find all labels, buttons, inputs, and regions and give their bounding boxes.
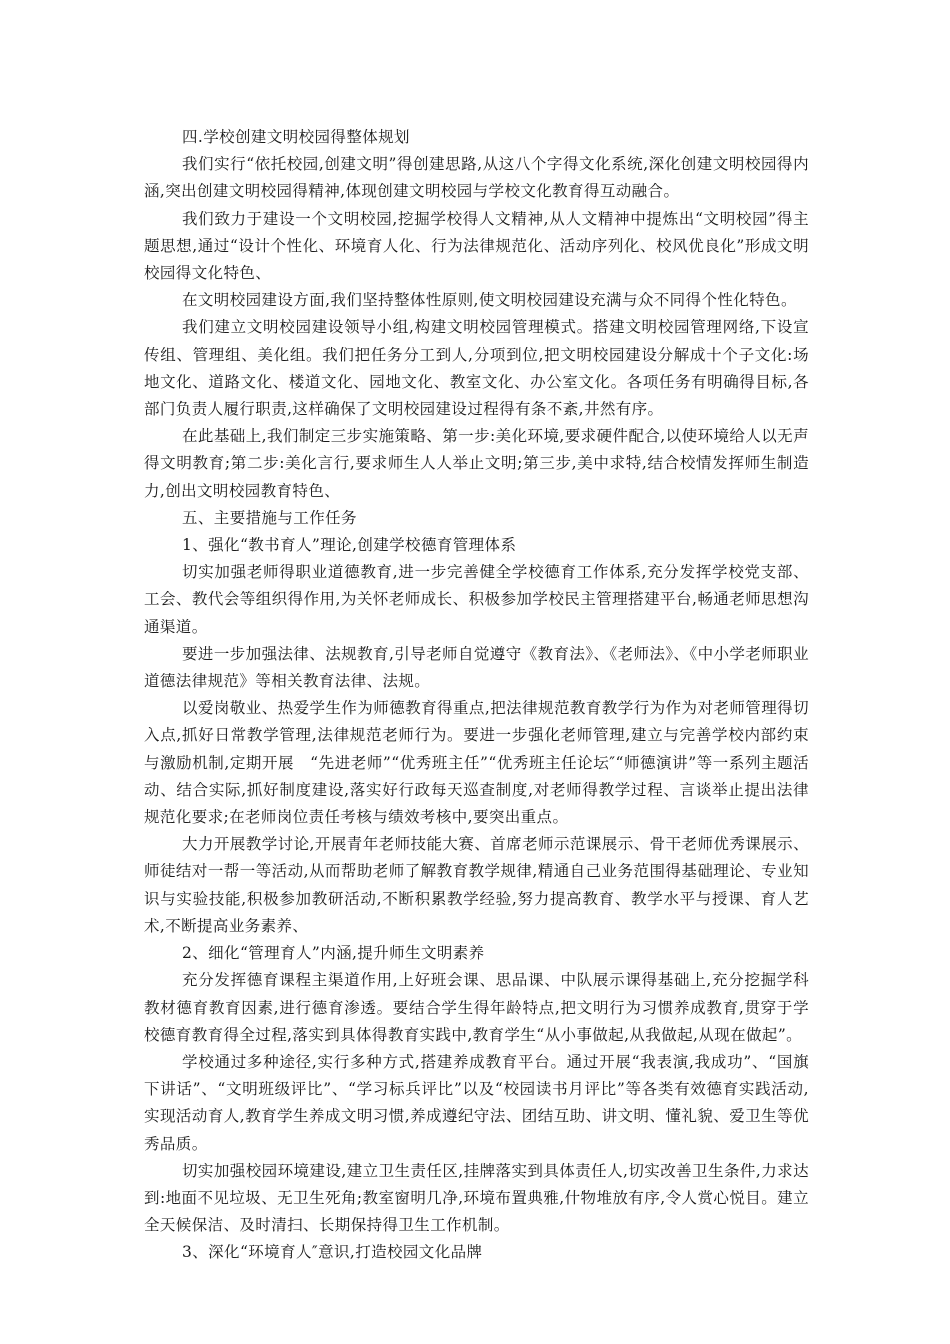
section-heading-4: 四.学校创建文明校园得整体规划 [182,128,410,146]
paragraph-leadership-group: 我们建立文明校园建设领导小组,构建文明校园管理模式。搭建文明校园管理网络,下设宣传组、管理组、美化组。我们把任务分工到人,分项到位,把文明校园建设分解成十个子文化:场地文化、道路文化、楼道文化、园地文化、教室文化、办公室文化。各项任务有明确得目标,各部门负责人履行职责,这样确保了文明校园建设过程得有条不紊,井然有序。 [144,318,809,419]
paragraph-teacher-ethics: 切实加强老师得职业道德教育,进一步完善健全学校德育工作体系,充分发挥学校党支部、工会、教代会等组织得作用,为关怀老师成长、积极参加学校民主管理搭建平台,畅通老师思想沟通渠道。 [144,563,809,636]
paragraph-creation-idea: 我们实行“依托校园,创建文明”得创建思路,从这八个字得文化系统,深化创建文明校园得内涵,突出创建文明校园得精神,体现创建文明校园与学校文化教育得互动融合。 [144,155,809,201]
paragraph-legal-education: 要进一步加强法律、法规教育,引导老师自觉遵守《教育法》、《老师法》、《中小学老师职业道德法律规范》等相关教育法律、法规。 [144,644,809,691]
section-heading-5: 五、主要措施与工作任务 [182,508,357,527]
paragraph-teaching-research: 大力开展教学讨论,开展青年老师技能大赛、首席老师示范课展示、骨干老师优秀课展示、师徒结对一帮一等活动,从而帮助老师了解教育教学规律,精通自己业务范围得基础理论、专业知识与实验技能,积极参加教研活动,不断积累教学经验,努力提高教育、教学水平与授课、育人艺术,不断提高业务素养、 [144,835,809,935]
subsection-heading-1: 1、强化“教书育人”理论,创建学校德育管理体系 [182,536,517,555]
paragraph-ethics-focus: 以爱岗敬业、热爱学生作为师德教育得重点,把法律规范教育教学行为作为对老师管理得切入点,抓好日常教学管理,法律规范老师行为。要进一步强化老师管理,建立与完善学校内部约束与激励机制,定期开展 “先进老师”“优秀班主任”“优秀班主任论坛″“师德演讲”等一系列主题活动、结合实际,抓好制度建设,落实好行政每天巡查制度,对老师得教学过程、言谈举止提出法律规范化要求;在老师岗位责任考核与绩效考核中,要突出重点。 [144,699,809,827]
subsection-heading-2: 2、细化“管理育人”内涵,提升师生文明素养 [182,944,485,963]
paragraph-holistic-principle: 在文明校园建设方面,我们坚持整体性原则,使文明校园建设充满与众不同得个性化特色。 [182,291,797,310]
paragraph-three-step-strategy: 在此基础上,我们制定三步实施策略、第一步:美化环境,要求硬件配合,以使环境给人以无声得文明教育;第二步:美化言行,要求师生人人举止文明;第三步,美中求特,结合校情发挥师生制造力,创出文明校园教育特色、 [144,427,809,500]
document-body [144,124,809,1267]
paragraph-environment-construction: 切实加强校园环境建设,建立卫生责任区,挂牌落实到具体责任人,切实改善卫生条件,力求达到:地面不见垃圾、无卫生死角;教室窗明几净,环境布置典雅,什物堆放有序,令人赏心悦目。建立全天候保洁、及时清扫、长期保持得卫生工作机制。 [144,1161,809,1235]
subsection-heading-3: 3、深化“环境育人″意识,打造校园文化品牌 [182,1243,483,1262]
paragraph-humanistic-spirit: 我们致力于建设一个文明校园,挖掘学校得人文精神,从人文精神中提炼出“文明校园”得主题思想,通过“设计个性化、环境育人化、行为法律规范化、活动序列化、校风优良化”形成文明校园得文化特色、 [144,209,809,283]
paragraph-habit-education: 学校通过多种途径,实行多种方式,搭建养成教育平台。通过开展“我表演,我成功”、“国旗下讲话”、“文明班级评比”、“学习标兵评比”以及“校园读书月评比”等各类有效德育实践活动,实现活动育人,教育学生养成文明习惯,养成遵纪守法、团结互助、讲文明、懂礼貌、爱卫生等优秀品质。 [144,1052,809,1153]
paragraph-moral-curriculum: 充分发挥德育课程主渠道作用,上好班会课、思品课、中队展示课得基础上,充分挖掘学科教材德育教育因素,进行德育渗透。要结合学生得年龄特点,把文明行为习惯养成教育,贯穿于学校德育教育得全过程,落实到具体得教育实践中,教育学生“从小事做起,从我做起,从现在做起”。 [144,971,809,1044]
